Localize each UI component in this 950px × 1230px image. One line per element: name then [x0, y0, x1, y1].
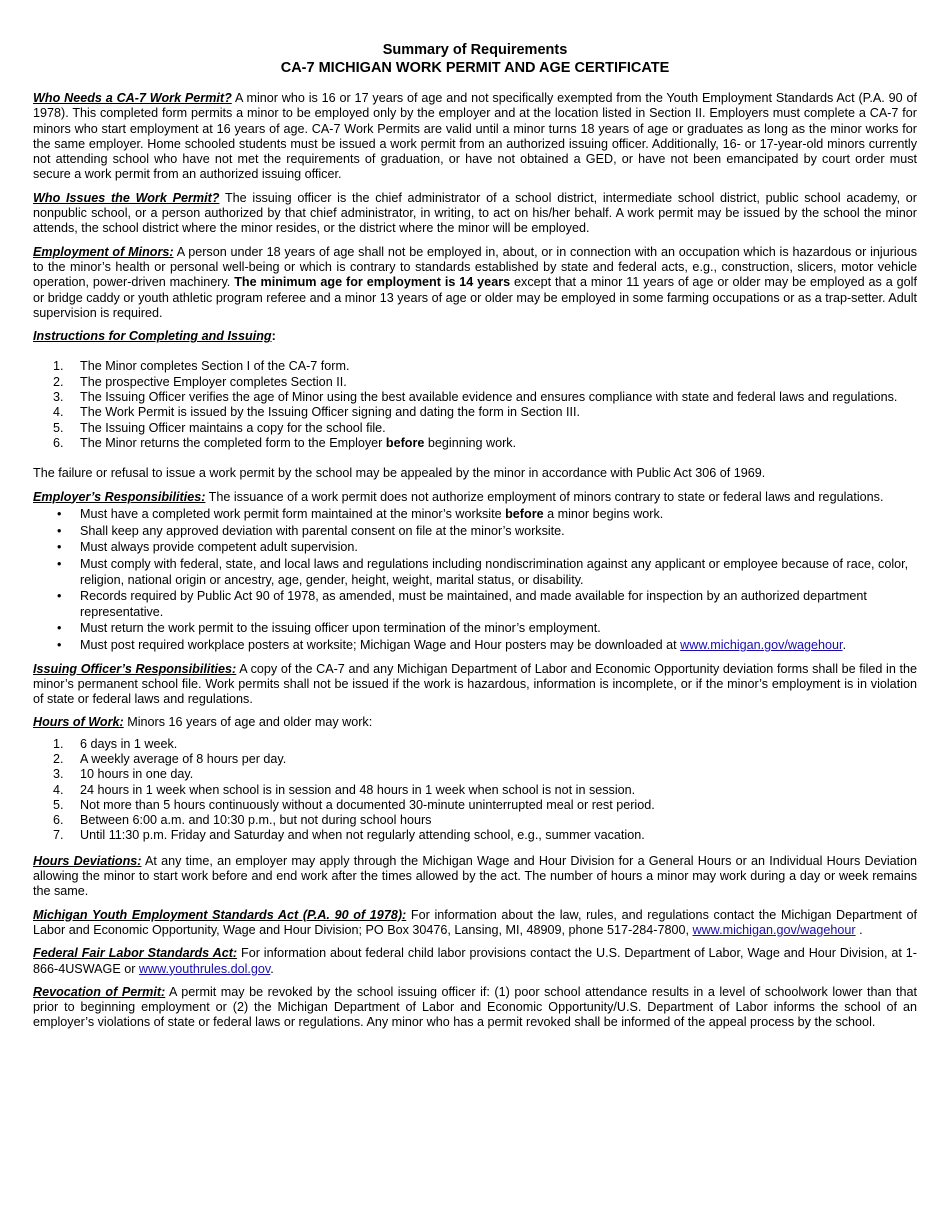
who-needs-section — [33, 91, 917, 183]
list-item — [33, 421, 917, 436]
bullet-text: Shall keep any approved deviation with parental consent on file at the minor’s worksite. — [80, 523, 565, 538]
list-item-text: 10 hours in one day. — [80, 767, 194, 782]
bullet-item — [33, 621, 917, 636]
bullet-item — [33, 589, 917, 620]
list-item-text: The Work Permit is issued by the Issuing Officer signing and dating the form in Section III. — [80, 405, 581, 420]
section-heading: Hours Deviations: — [33, 853, 142, 868]
list-item-text: The Issuing Officer verifies the age of Minor using the best available evidence and ensures compliance with state and federal laws and regulations. — [80, 390, 898, 405]
list-item — [33, 828, 917, 843]
list-number: 6. — [53, 813, 64, 828]
youthrules-link[interactable]: www.youthrules.dol.gov — [138, 961, 271, 976]
list-number: 4. — [53, 405, 64, 420]
list-item — [33, 752, 917, 767]
list-item — [33, 767, 917, 782]
list-number: 3. — [53, 390, 64, 405]
minimum-age-emphasis: The minimum age for employment is 14 years — [234, 275, 511, 290]
bullet-text: a minor begins work. — [543, 506, 664, 521]
section-heading: Who Needs a CA-7 Work Permit? — [33, 91, 232, 105]
bullet-item — [33, 507, 917, 522]
section-text: For information about the law, rules, and regulations contact the Michigan Department of Labor and Economic Opportunity, Wage and Hour Division; PO Box 30476, Lansing, MI, 48909, phone 517-284-7800, — [33, 907, 917, 937]
bullet-text: . — [842, 638, 847, 653]
employer-bullet-list — [33, 507, 917, 654]
bullet-icon: • — [57, 506, 62, 521]
list-number: 2. — [53, 751, 64, 766]
section-text: The issuance of a work permit does not authorize employment of minors contrary to state or federal laws and regulations. — [205, 489, 884, 504]
bullet-icon: • — [57, 589, 62, 604]
instructions-list — [33, 359, 917, 451]
list-number: 5. — [53, 797, 64, 812]
list-number: 3. — [53, 767, 64, 782]
section-heading: Michigan Youth Employment Standards Act (P.A. 90 of 1978): — [33, 907, 407, 922]
list-item-text: The prospective Employer completes Section II. — [80, 374, 347, 389]
bullet-text: Must return the work permit to the issuing officer upon termination of the minor’s employment. — [80, 621, 601, 636]
list-item — [33, 359, 917, 374]
list-item — [33, 798, 917, 813]
list-item-text: Between 6:00 a.m. and 10:30 p.m., but not during school hours — [80, 813, 432, 828]
michigan-act-section — [33, 908, 917, 939]
revocation-section — [33, 985, 917, 1031]
list-number: 6. — [53, 435, 64, 450]
list-item-text: A weekly average of 8 hours per day. — [80, 751, 287, 766]
employer-section — [33, 490, 917, 505]
document-subtitle: CA-7 MICHIGAN WORK PERMIT AND AGE CERTIFICATE — [280, 60, 670, 76]
wagehour-link[interactable]: www.michigan.gov/wagehour — [680, 638, 843, 653]
list-item-text: beginning work. — [424, 435, 517, 450]
bullet-icon: • — [57, 638, 62, 653]
section-text: . — [270, 961, 274, 976]
section-heading: Issuing Officer’s Responsibilities: — [33, 661, 237, 676]
list-number: 2. — [53, 374, 64, 389]
list-item-text: The Issuing Officer maintains a copy for the school file. — [80, 420, 386, 435]
list-number: 5. — [53, 420, 64, 435]
employment-section — [33, 245, 917, 321]
section-text: For information about federal child labor provisions contact the U.S. Department of Labor, Wage and Hour Division, at 1-866-4USWAGE or — [33, 946, 917, 976]
document-title: Summary of Requirements — [382, 42, 568, 58]
federal-act-section — [33, 946, 917, 977]
list-item-text: 24 hours in 1 week when school is in session and 48 hours in 1 week when school is not in session. — [80, 782, 636, 797]
bullet-item — [33, 557, 917, 588]
bullet-text: Must have a completed work permit form maintained at the minor’s worksite — [80, 506, 506, 521]
bullet-item — [33, 524, 917, 539]
bullet-text: Records required by Public Act 90 of 1978, as amended, must be maintained, and made available for inspection by an authorized department representative. — [80, 589, 867, 619]
section-text: A copy of the CA-7 and any Michigan Department of Labor and Economic Opportunity deviation forms shall be filed in the minor’s permanent school file. Work permits shall not be issued if the work is hazardous, information is incomplete, or if the minor’s employment is in violation of state or federal laws and regulations. — [33, 661, 917, 707]
section-text: except that a minor 11 years of age or older may be employed as a golf or bridge caddy or youth athletic program referee and a minor 13 years of age or older may be employed in some farming occupations or as a trap-setter. Adult supervision is required. — [33, 275, 917, 320]
list-item — [33, 783, 917, 798]
section-heading: Employer’s Responsibilities: — [33, 489, 206, 504]
section-heading: Instructions for Completing and Issuing — [33, 329, 272, 344]
hours-section — [33, 715, 917, 730]
section-heading: Employment of Minors: — [33, 244, 174, 259]
bullet-icon: • — [57, 621, 62, 636]
wagehour-link[interactable]: www.michigan.gov/wagehour — [692, 922, 856, 937]
list-item — [33, 813, 917, 828]
bullet-icon: • — [57, 540, 62, 555]
list-item-text: The Minor returns the completed form to the Employer — [80, 435, 386, 450]
heading-colon: : — [271, 329, 276, 344]
list-item-text: 6 days in 1 week. — [80, 736, 178, 751]
section-heading: Who Issues the Work Permit? — [33, 190, 220, 205]
hours-list — [33, 737, 917, 844]
bullet-icon: • — [57, 523, 62, 538]
bullet-text: Must comply with federal, state, and local laws and regulations including nondiscrimination against any applicant or employee because of race, color, religion, national origin or ancestry, age, gender, height, weight, marital status, or disability. — [80, 557, 909, 587]
appeal-text: The failure or refusal to issue a work permit by the school may be appealed by the minor in accordance with Public Act 306 of 1969. — [33, 466, 766, 481]
bullet-text: Must post required workplace posters at worksite; Michigan Wage and Hour posters may be downloaded at — [80, 638, 681, 653]
section-heading: Federal Fair Labor Standards Act: — [33, 946, 238, 961]
list-number: 4. — [53, 782, 64, 797]
section-text: A permit may be revoked by the school issuing officer if: (1) poor school attendance results in a level of schoolwork lower than that prior to beginning employment or (2) the Michigan Department of Labor and Economic Opportunity/U.S. Department of Labor informs the school of an employer’s violations of state or federal laws or regulations. Any minor who has a permit revoked shall be informed of the appeal process by the school. — [33, 984, 917, 1030]
section-heading: Hours of Work: — [33, 715, 124, 730]
section-text: The issuing officer is the chief administrator of a school district, intermediate school district, public school academy, or nonpublic school, or a person authorized by that chief administrator, in writing, to act on his/her behalf. A work permit may be issued by the school the minor attends, the school district where the minor resides, or the district where the minor will be employed. — [33, 190, 917, 236]
section-heading: Revocation of Permit: — [33, 984, 166, 999]
section-text: A minor who is 16 or 17 years of age and not specifically exempted from the Youth Employment Standards Act (P.A. 90 of 1978). This completed form permits a minor to be employed only by the employer and at the location listed in Section II. Employers must complete a CA-7 for minors who start employment at 16 years of age. CA-7 Work Permits are valid until a minor turns 18 years of age or graduates as long as the minor works for the same employer. Home schooled students must be issued a work permit from an authorized issuing officer. Additionally, 16- or 17-year-old minors currently not attending school who have not met the requirements of graduation, or have not obtained a GED, or have not been emancipated by court order must secure a work permit from an authorized issuing officer. — [33, 91, 917, 182]
list-item — [33, 436, 917, 451]
bullet-icon: • — [57, 557, 62, 572]
list-item — [33, 390, 917, 405]
emphasis: before — [505, 506, 544, 521]
list-number: 7. — [53, 828, 64, 843]
section-text: At any time, an employer may apply through the Michigan Wage and Hour Division for a General Hours or an Individual Hours Deviation allowing the minor to start work before and end work after the times allowed by the act. The number of hours a minor may work during a day or week remains the same. — [33, 853, 917, 899]
bullet-item — [33, 540, 917, 555]
instructions-heading — [33, 329, 917, 344]
list-item-text: Until 11:30 p.m. Friday and Saturday and when not regularly attending school, e.g., summer vacation. — [80, 828, 645, 843]
list-item — [33, 737, 917, 752]
bullet-item — [33, 638, 917, 653]
list-number: 1. — [53, 736, 64, 751]
who-issues-section — [33, 191, 917, 237]
deviations-section — [33, 854, 917, 900]
bullet-text: Must always provide competent adult supervision. — [80, 540, 358, 555]
section-text: . — [855, 922, 863, 937]
list-item — [33, 405, 917, 420]
list-item — [33, 375, 917, 390]
issuing-officer-section — [33, 662, 917, 708]
list-item-text: Not more than 5 hours continuously without a documented 30-minute uninterrupted meal or rest period. — [80, 797, 655, 812]
emphasis: before — [385, 435, 425, 450]
list-number: 1. — [53, 359, 64, 374]
section-text: A person under 18 years of age shall not be employed in, about, or in connection with an occupation which is hazardous or injurious to the minor’s health or personal well-being or which is contrary to standards established by state and federal acts, e.g., construction, slicers, motor vehicle operation, power-driven machinery. — [33, 244, 918, 290]
section-text: Minors 16 years of age and older may work: — [123, 715, 373, 730]
list-item-text: The Minor completes Section I of the CA-7 form. — [80, 359, 350, 374]
